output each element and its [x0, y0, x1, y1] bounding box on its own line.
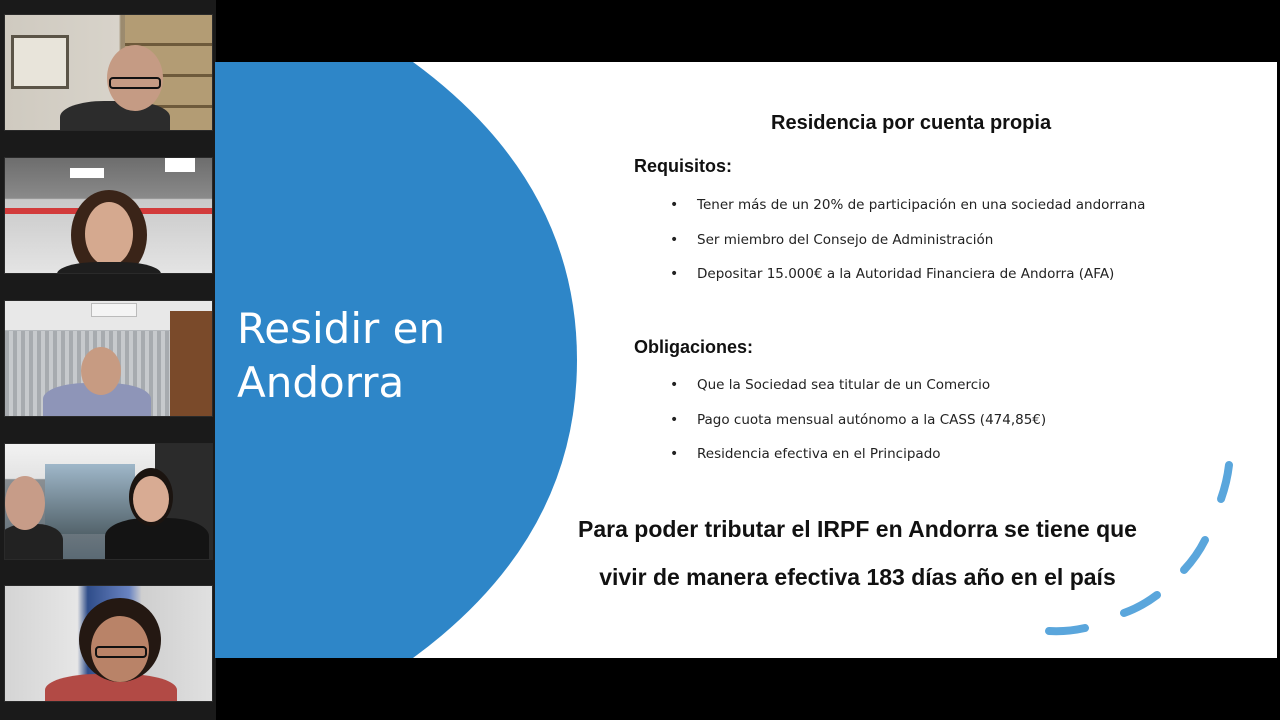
obligation-item: • Pago cuota mensual autónomo a la CASS (474,85€): [670, 410, 1046, 445]
slide-title: [237, 302, 537, 410]
main-heading: Residencia por cuenta propia: [771, 112, 1052, 134]
requirement-item: • Ser miembro del Consejo de Administración: [670, 230, 1145, 265]
air-conditioner: [91, 303, 137, 317]
requirements-heading: Requisitos:: [634, 156, 733, 176]
obligations-list: [670, 375, 1046, 479]
shared-presentation-slide: [215, 62, 1277, 658]
requirement-item: • Depositar 15.000€ a la Autoridad Financiera de Andorra (AFA): [670, 264, 1145, 299]
slide-title-line-1: Residir en: [237, 304, 446, 353]
wooden-door: [170, 311, 213, 417]
requirement-item: • Tener más de un 20% de participación en una sociedad andorrana: [670, 195, 1145, 230]
slide-title-line-2: Andorra: [237, 358, 405, 407]
video-tile-participant-5[interactable]: [4, 585, 213, 702]
note-line-1: Para poder tributar el IRPF en Andorra se tiene que: [578, 516, 1137, 542]
ceiling-light: [165, 158, 195, 172]
obligation-item: • Que la Sociedad sea titular de un Comercio: [670, 375, 1046, 410]
participant-gallery: [0, 0, 216, 720]
video-tile-participant-4[interactable]: [4, 443, 213, 560]
tax-residency-note: [555, 505, 1160, 601]
video-tile-participant-2[interactable]: [4, 157, 213, 274]
obligation-item: • Residencia efectiva en el Principado: [670, 444, 1046, 479]
ceiling-light: [70, 168, 104, 178]
video-tile-participant-1[interactable]: [4, 14, 213, 131]
picture-frame: [11, 35, 69, 89]
video-tile-participant-3[interactable]: [4, 300, 213, 417]
obligations-heading: Obligaciones:: [634, 337, 754, 357]
note-line-2: vivir de manera efectiva 183 días año en el país: [599, 564, 1116, 590]
requirements-list: [670, 195, 1145, 299]
